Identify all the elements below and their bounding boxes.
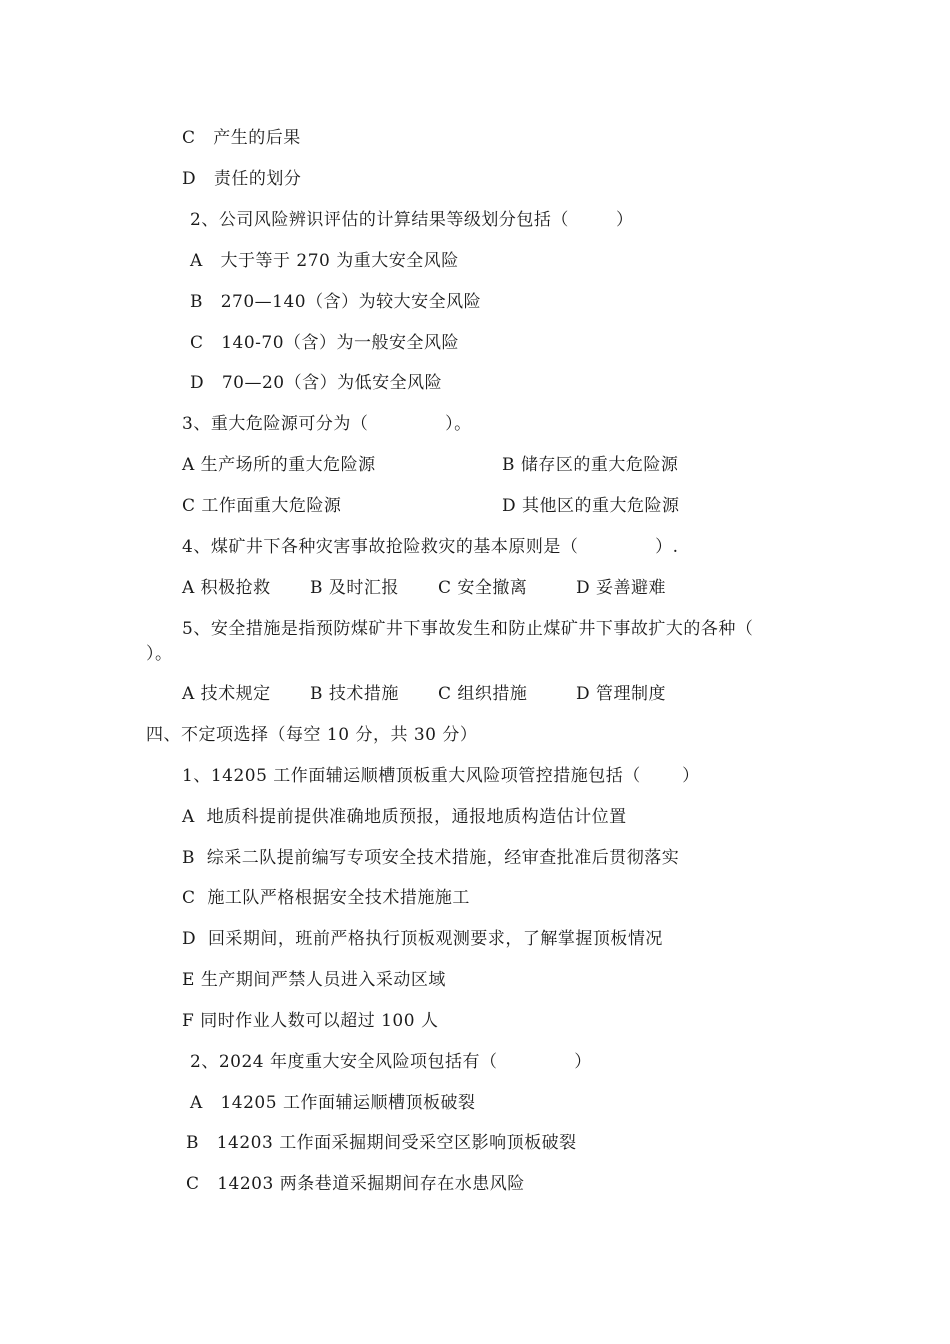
section4-question-1-option-a: A 地质科提前提供准确地质预报，通报地质构造估计位置	[182, 807, 627, 827]
question-4-option-c: C 安全撤离	[438, 578, 528, 598]
question-4-option-a: A 积极抢救	[182, 578, 271, 598]
section4-question-1-option-b: B 综采二队提前编写专项安全技术措施，经审查批准后贯彻落实	[182, 848, 680, 868]
section-heading: 四、不定项选择（每空 10 分，共 30 分）	[146, 725, 478, 745]
question-4-option-b: B 及时汇报	[310, 578, 399, 598]
section4-question-2-stem: 2、2024 年度重大安全风险项包括有（ ）	[190, 1052, 592, 1072]
question-2-option-b: B 270—140（含）为较大安全风险	[190, 292, 482, 312]
question-2-option-a: A 大于等于 270 为重大安全风险	[190, 251, 459, 271]
question-3-option-d: D 其他区的重大危险源	[502, 496, 680, 516]
section4-question-1-option-f: F 同时作业人数可以超过 100 人	[182, 1011, 439, 1031]
question-5-stem-line2: ）。	[146, 644, 173, 664]
question-5-stem-line1: 5、安全措施是指预防煤矿井下事故发生和防止煤矿井下事故扩大的各种（	[182, 619, 754, 639]
section4-question-2-option-b: B 14203 工作面采掘期间受采空区影响顶板破裂	[186, 1133, 577, 1153]
section4-question-1-option-d: D 回采期间，班前严格执行顶板观测要求，了解掌握顶板情况	[182, 929, 663, 949]
question-3-stem: 3、重大危险源可分为（ ）。	[182, 414, 472, 434]
section4-question-1-option-e: E 生产期间严禁人员进入采动区域	[182, 970, 446, 990]
section4-question-2-option-a: A 14205 工作面辅运顺槽顶板破裂	[190, 1093, 476, 1113]
question-3-option-a: A 生产场所的重大危险源	[182, 455, 376, 475]
question-5-option-d: D 管理制度	[576, 684, 667, 704]
question-3-option-c: C 工作面重大危险源	[182, 496, 342, 516]
option-c: C 产生的后果	[182, 128, 301, 148]
section4-question-1-option-c: C 施工队严格根据安全技术措施施工	[182, 888, 470, 908]
option-d: D 责任的划分	[182, 169, 302, 189]
question-5-option-b: B 技术措施	[310, 684, 399, 704]
question-3-option-b: B 储存区的重大危险源	[502, 455, 679, 475]
section4-question-2-option-c: C 14203 两条巷道采掘期间存在水患风险	[186, 1174, 525, 1194]
section4-question-1-stem: 1、14205 工作面辅运顺槽顶板重大风险项管控措施包括（ ）	[182, 766, 700, 786]
question-4-stem: 4、煤矿井下各种灾害事故抢险救灾的基本原则是（ ）.	[182, 537, 679, 557]
question-5-option-c: C 组织措施	[438, 684, 528, 704]
question-5-option-a: A 技术规定	[182, 684, 271, 704]
question-2-stem: 2、公司风险辨识评估的计算结果等级划分包括（ ）	[190, 210, 634, 230]
question-4-option-d: D 妥善避难	[576, 578, 667, 598]
question-2-option-c: C 140-70（含）为一般安全风险	[190, 333, 460, 353]
question-2-option-d: D 70—20（含）为低安全风险	[190, 373, 443, 393]
